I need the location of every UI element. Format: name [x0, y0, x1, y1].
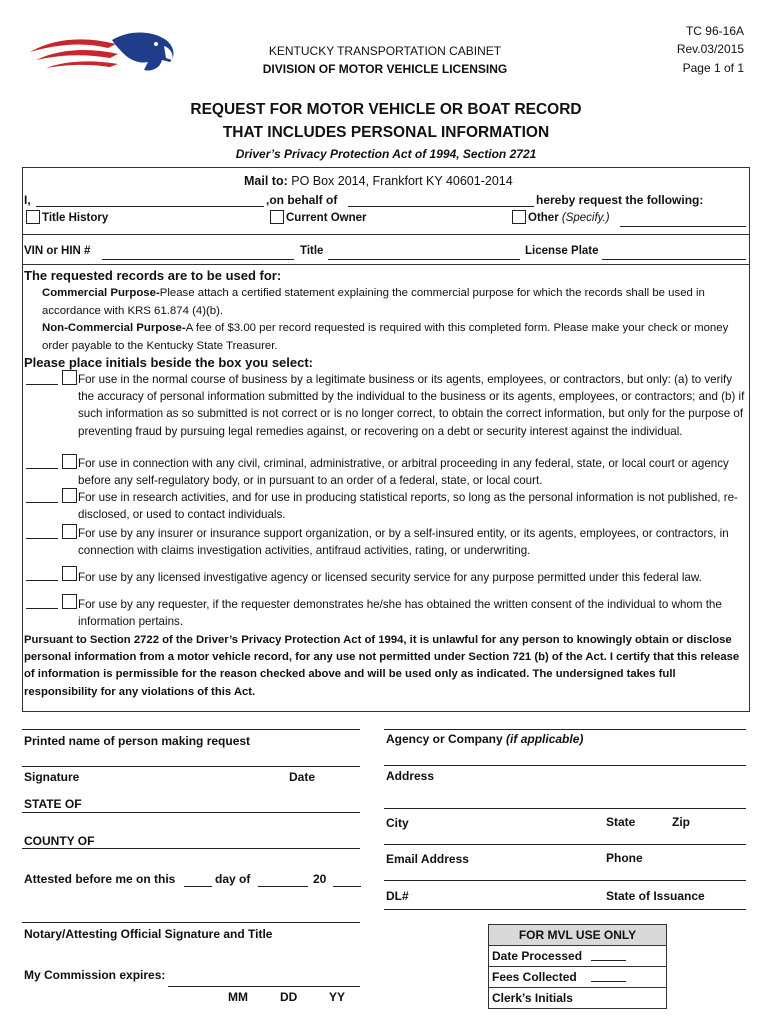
option-5-checkbox[interactable]: [62, 566, 77, 581]
phone-label: Phone: [606, 851, 643, 865]
mvl-heading: FOR MVL USE ONLY: [489, 925, 666, 945]
state-issuance-label: State of Issuance: [606, 889, 705, 903]
title-field[interactable]: [328, 259, 520, 260]
commercial-text: Please attach a certified statement explaining the commercial purpose for which the records shall be used in accordance with KRS 61.874 (4)(b).: [42, 287, 705, 317]
hereby-label: hereby request the following:: [536, 193, 704, 207]
dl-field[interactable]: [384, 909, 746, 910]
plate-label: License Plate: [525, 245, 599, 257]
title-line-2: THAT INCLUDES PERSONAL INFORMATION: [222, 124, 550, 141]
email-field[interactable]: [384, 880, 746, 881]
year-prefix: 20: [313, 872, 327, 886]
mvl-clerks-initials: [489, 987, 666, 1008]
initials-field-1[interactable]: [26, 384, 58, 385]
city-label: City: [386, 816, 409, 830]
mm-label: MM: [228, 990, 248, 1004]
fees-collected-label: Fees Collected: [492, 970, 577, 984]
county-of-label: COUNTY OF: [24, 834, 95, 848]
other-specify: (Specify.): [561, 212, 610, 224]
mail-to: [244, 174, 513, 188]
state-of-label: STATE OF: [24, 797, 82, 811]
other-label: [528, 212, 610, 224]
option-1-text: For use in the normal course of business by a legitimate business or its agents, employees, or contractors, but only: (a) to verify the accuracy of personal information submitted by the individual to the business or its agents, employees, or contractors; and (b) if such information as so submitted is not correct or is no longer correct, to obtain the correct information, but only for the purpose of preventing fraud by pursuing legal remedies against, or recovering on a debt or security interest against the individual.: [78, 373, 745, 438]
initials-field-6[interactable]: [26, 608, 58, 609]
vin-field[interactable]: [102, 259, 294, 260]
behalf-field[interactable]: [348, 206, 534, 207]
state-of-field[interactable]: [22, 812, 360, 813]
dd-label: DD: [280, 990, 298, 1004]
page-number: Page 1 of 1: [682, 61, 744, 75]
commission-field[interactable]: [168, 986, 360, 987]
printed-name-label: Printed name of person making request: [24, 734, 251, 748]
title-field-label: Title: [300, 245, 324, 257]
dl-label: DL#: [386, 889, 409, 903]
option-2-checkbox[interactable]: [62, 454, 77, 469]
option-6-checkbox[interactable]: [62, 594, 77, 609]
signature-field[interactable]: [22, 766, 360, 767]
attested-label: Attested before me on this: [24, 872, 176, 886]
other-field[interactable]: [620, 226, 746, 227]
state-label: State: [606, 815, 636, 829]
option-4-text: For use by any insurer or insurance support organization, or by a self-insured entity, or its agents, employees, or contractors, in connection with claims investigation activities, antifraud activities, rating, or underwriting.: [78, 527, 729, 558]
attested-month-field[interactable]: [258, 886, 308, 887]
option-5-text: For use by any licensed investigative agency or licensed security service for any purpose permitted under this federal law.: [78, 571, 702, 584]
email-label: Email Address: [386, 852, 469, 866]
attested-day-field[interactable]: [184, 886, 212, 887]
title-history-checkbox[interactable]: [26, 210, 40, 224]
title-history-label: Title History: [42, 212, 109, 224]
agency-field[interactable]: [384, 765, 746, 766]
form-number: TC 96-16A: [685, 24, 744, 38]
agency-line: [384, 729, 746, 730]
date-processed-field[interactable]: [591, 960, 626, 961]
agency-label: [386, 732, 583, 746]
name-field[interactable]: [36, 206, 264, 207]
option-1-checkbox[interactable]: [62, 370, 77, 385]
i-label: I,: [24, 193, 31, 207]
signature-label: Signature: [24, 770, 80, 784]
yy-label: YY: [329, 990, 346, 1004]
county-of-field[interactable]: [22, 848, 360, 849]
org-line-1: KENTUCKY TRANSPORTATION CABINET: [268, 44, 502, 58]
noncommercial-text: A fee of $3.00 per record requested is required with this completed form. Please make your check or money order payable to the Kentucky State Treasurer.: [42, 322, 729, 352]
notary-field[interactable]: [22, 922, 360, 923]
address-field[interactable]: [384, 808, 746, 809]
current-owner-label: Current Owner: [286, 212, 367, 224]
vin-label: VIN or HIN #: [24, 245, 91, 257]
noncommercial-purpose: [42, 320, 748, 355]
zip-label: Zip: [672, 815, 690, 829]
clerks-initials-label: Clerk’s Initials: [492, 991, 573, 1005]
current-owner-checkbox[interactable]: [270, 210, 284, 224]
plate-field[interactable]: [602, 259, 746, 260]
date-label: Date: [289, 770, 316, 784]
fees-collected-field[interactable]: [591, 981, 626, 982]
commission-label: My Commission expires:: [24, 968, 166, 982]
mvl-use-box: [488, 924, 667, 1009]
notary-label: Notary/Attesting Official Signature and Title: [24, 927, 273, 941]
noncommercial-label: Non-Commercial Purpose-: [42, 322, 186, 334]
address-label: Address: [386, 769, 435, 783]
title-line-1: REQUEST FOR MOTOR VEHICLE OR BOAT RECORD: [190, 101, 582, 118]
option-4-checkbox[interactable]: [62, 524, 77, 539]
option-3-text: For use in research activities, and for use in producing statistical reports, so long as the personal information is not published, re-disclosed, or used to contact individuals.: [78, 491, 738, 522]
option-2-text: For use in connection with any civil, criminal, administrative, or arbitral proceeding in any federal, state, or local court or agency before any self-regulatory body, or in pursuant to an order of a federal, state, or local court.: [78, 457, 729, 488]
mvl-date-processed: [489, 945, 666, 966]
option-6-text: For use by any requester, if the requester demonstrates he/she has obtained the written consent of the individual to whom the information pertains.: [78, 598, 722, 629]
attested-year-field[interactable]: [333, 886, 361, 887]
date-processed-label: Date Processed: [492, 949, 583, 963]
behalf-label: ,on behalf of: [266, 193, 338, 207]
agency-note: (if applicable): [506, 732, 584, 746]
org-line-2: DIVISION OF MOTOR VEHICLE LICENSING: [262, 62, 508, 76]
mail-to-label: Mail to:: [244, 174, 288, 188]
act-subtitle: Driver’s Privacy Protection Act of 1994, Section 2721: [235, 147, 537, 161]
printed-name-field[interactable]: [22, 729, 360, 730]
initials-field-3[interactable]: [26, 502, 58, 503]
form-revision: Rev.03/2015: [676, 42, 744, 56]
other-checkbox[interactable]: [512, 210, 526, 224]
commercial-purpose: [42, 285, 748, 320]
day-of-label: day of: [215, 872, 251, 886]
mvl-fees-collected: [489, 966, 666, 987]
initials-field-4[interactable]: [26, 538, 58, 539]
agency-text: Agency or Company: [386, 732, 503, 746]
kentucky-logo: [24, 26, 184, 84]
initials-field-5[interactable]: [26, 580, 58, 581]
commercial-label: Commercial Purpose-: [42, 287, 160, 299]
option-3-checkbox[interactable]: [62, 488, 77, 503]
initials-heading: Please place initials beside the box you select:: [24, 355, 314, 370]
certification-text: Pursuant to Section 2722 of the Driver’s Privacy Protection Act of 1994, it is unlawful for any person to knowingly obtain or disclose personal information from a motor vehicle record, for any use not permitted under Section 721 (b) of the Act. I certify that this release of information is permissible for the reason checked above and will be used only as indicated. The undersigned takes full responsibility for any violations of this Act.: [24, 634, 740, 698]
mail-to-address: PO Box 2014, Frankfort KY 40601-2014: [291, 174, 513, 188]
other-text: Other: [528, 212, 559, 224]
initials-field-2[interactable]: [26, 468, 58, 469]
purpose-heading: The requested records are to be used for:: [24, 268, 282, 283]
city-field[interactable]: [384, 844, 746, 845]
